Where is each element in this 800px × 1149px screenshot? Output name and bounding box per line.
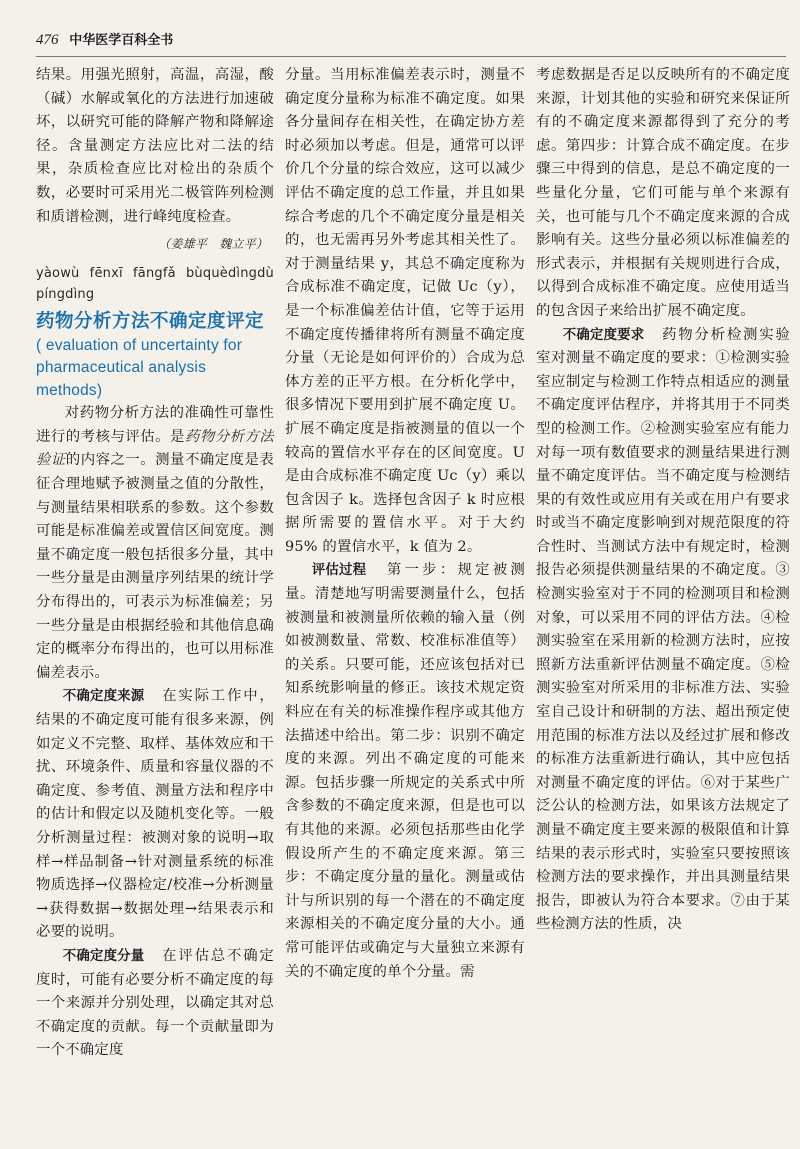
text-uncertainty-sources: 在实际工作中，结果的不确定度可能有很多来源，例如定义不完整、取样、基体效应和干扰、环境条件、质量和容量仪器的不确定度、参考值、测量方法和程序中的估计和假定以及随机变化等。一般分析测量过程：被测对象的说明→取样→样品制备→针对测量系统的标准物质选择→仪器检定/校准→分析测量→获得数据→数据处理→结果表示和必要的说明。 bbox=[36, 688, 274, 941]
page-number: 476 bbox=[36, 32, 59, 48]
text-uncertainty-requirements: 药物分析检测实验室对测量不确定度的要求：①检测实验室应制定与检测工作特点相适应的测量不确定度评估程序，并将其用于不同类型的检测工作。②检测实验室应有能力对每一项有数值要求的测量结果进行测量不确定度评估。当不确定度与检测结果的有效性或应用有关或在用户有要求时或当不确定度影响到对规范限度的符合性时、当测试方法中有规定时，检测报告必须提供测量结果的不确定度。③检测实验室对于不同的检测项目和检测对象，可以采用不同的评估方法。④检测实验室在采用新的检测方法时，应按照新方法重新评估测量不确定度。⑤检测实验室对所采用的非标准方法、实验室自己设计和研制的方法、超出预定使用范围的标准方法以及经过扩展和修改的标准方法重新进行确认，其中应包括对测量不确定度的评估。⑥对于某些广泛公认的检测方法，如果该方法规定了测量不确定度主要来源的极限值和计算结果的表示形式时，实验室只要按照该检测方法的要求操作，并出具测量结果报告，即被认为符合本要求。⑦由于某些检测方法的性质，决 bbox=[536, 326, 790, 933]
section-evaluation-process bbox=[285, 559, 525, 984]
entry-title: 药物分析方法不确定度评定 bbox=[36, 310, 265, 332]
cross-reference-link[interactable]: 药物分析方法验证 bbox=[36, 428, 274, 469]
column-left bbox=[36, 64, 274, 1144]
text-uncertainty-components: 在评估总不确定度时，可能有必要分析不确定度的每一个来源并分别处理，以确定其对总不确定度的贡献。每一个贡献量即为一个不确定度 bbox=[36, 947, 274, 1059]
subhead-uncertainty-sources: 不确定度来源 bbox=[62, 689, 145, 705]
subhead-evaluation-process: 评估过程 bbox=[311, 563, 367, 579]
column-middle bbox=[285, 64, 525, 1144]
subhead-uncertainty-components: 不确定度分量 bbox=[62, 948, 145, 964]
paragraph-process-cont: 考虑数据是否足以反映所有的不确定度来源，计划其他的实验和研究来保证所有的不确定度来源都得到了充分的考虑。第四步：计算合成不确定度。在步骤三中得到的信息，是总不确定度的一些量化分量，它们可能与单个来源有关，也可能与几个不确定度来源的合成影响有关。这些分量必须以标准偏差的形式表示，并根据有关规则进行合成，以得到合成标准不确定度。应使用适当的包含因子来给出扩展不确定度。 bbox=[536, 67, 790, 319]
entry-definition bbox=[36, 402, 274, 685]
paragraph-continued: 结果。用强光照射，高温，高湿，酸（碱）水解或氧化的方法进行加速破坏，以研究可能的降解产物和降解途径。含量测定方法应比对二法的结果，杂质检查应比对检出的杂质个数，必要时可采用光二极管阵列检测和质谱检测，进行峰纯度检查。 bbox=[36, 67, 274, 225]
entry-english-title: ( evaluation of uncertainty for pharmaceutical analysis methods) bbox=[36, 336, 243, 399]
definition-part-a: 对药物分析方法的准确性可靠性进行的考核与评估。是 bbox=[36, 405, 274, 445]
section-uncertainty-requirements bbox=[536, 324, 790, 937]
paragraph-components-cont: 分量。当用标准偏差表示时，测量不确定度分量称为标准不确定度。如果各分量间存在相关性，在确定协方差时必须加以考虑。但是，通常可以评价几个分量的综合效应，这可以减少评估不确定度的总工作量，并且如果综合考虑的几个不确定度分量是相关的，也无需再另外考虑其相关性了。对于测量结果 y，其总不确定度称为合成标准不确定度，记做 Uc（y），是一个标准偏差估计值，它等于运用不确定度传播律将所有测量不确定度分量（无论是如何评价的）合成为总体方差的正平方根。在分析化学中，很多情况下要用到扩展不确定度 U。扩展不确定度是指被测量的值以一个较高的置信水平存在的区间宽度。U 是由合成标准不确定度 Uc（y）乘以包含因子 k。选择包含因子 k 时应根据所需要的置信水平。对于大约 95% 的置信水平，k 值为 2。 bbox=[285, 67, 525, 555]
header-rule bbox=[36, 56, 786, 57]
subhead-uncertainty-requirements: 不确定度要求 bbox=[562, 327, 645, 343]
section-uncertainty-components bbox=[36, 945, 274, 1063]
section-uncertainty-sources bbox=[36, 685, 274, 945]
definition-part-b: 的内容之一。测量不确定度是表征合理地赋予被测量之值的分散性，与测量结果相联系的参数。这个参数可能是标准偏差或置信区间宽度。测量不确定度一般包括很多分量，其中一些分量是由测量序列结果的统计学分布得出的，可表示为标准偏差；另一些分量是由根据经验和其他信息确定的概率分布得出的，也可以用标准偏差表示。 bbox=[36, 452, 274, 681]
author-credit: （姜雄平 魏立平） bbox=[158, 237, 268, 252]
book-title: 中华医学百科全书 bbox=[69, 33, 174, 48]
page-header bbox=[36, 29, 776, 53]
entry-pinyin: yàowù fēnxī fāngfǎ bùquèdìngdù píngdìng bbox=[36, 265, 274, 302]
text-evaluation-process: 第一步：规定被测量。清楚地写明需要测量什么，包括被测量和被测量所依赖的输入量（例如被测数量、常数、校准标准值等）的关系。只要可能，还应该包括对已知系统影响量的修正。该技术规定资料应在有关的标准操作程序或其他方法描述中给出。第二步：识别不确定度的来源。列出不确定度的可能来源。包括步骤一所规定的关系式中所含参数的不确定度来源，但是也可以有其他的来源。必须包括那些由化学假设所产生的不确定度来源。第三步：不确定度分量的量化。测量或估计与所识别的每一个潜在的不确定度来源相关的不确定度分量的大小。通常可能评估或确定与大量独立来源有关的不确定度的单个分量。需 bbox=[285, 562, 525, 980]
column-right bbox=[536, 64, 790, 1144]
